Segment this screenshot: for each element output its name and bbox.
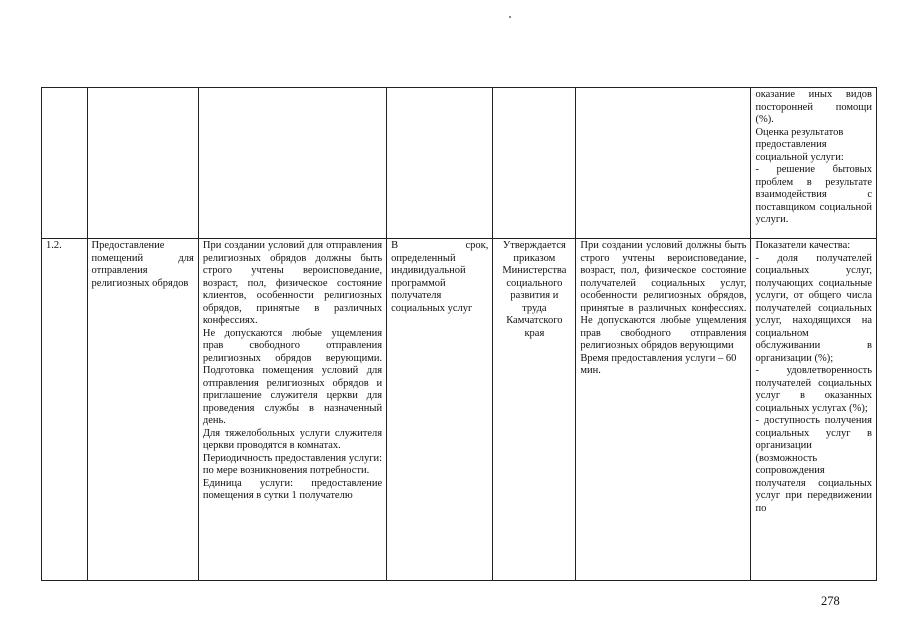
cell-row-number: 1.2. [42, 239, 88, 581]
cell-standard-empty [493, 88, 576, 239]
table-row-continuation [42, 88, 877, 239]
services-table [41, 87, 877, 581]
description-paragraph: Периодичность предоставления услуги: по мере возникновения потребности. [202, 452, 383, 476]
cell-name-empty [87, 88, 198, 239]
cell-service-name [87, 239, 198, 581]
cell-service-standard [493, 239, 576, 581]
description-paragraph: Единица услуги: предоставление помещения в сутки 1 получателю [202, 477, 383, 501]
cell-service-description [198, 239, 386, 581]
term-text: В срок, определенный индивидуальной программой получателя социальных услуг [391, 240, 489, 314]
scan-speck [509, 16, 511, 18]
indicator-text: оказание иных видов посторонней помощи (%). [755, 89, 872, 125]
indicator-text: - решение бытовых проблем в результате взаимодействия с поставщиком социальной услуги. [755, 164, 872, 225]
description-paragraph: При создании условий для отправления религиозных обрядов должны быть строго учтены вероисповедание, возраст, пол, физическое состояние клиентов, особенности религиозных обрядов, принятые в различных конфессиях. [202, 240, 383, 326]
cell-number-empty [42, 88, 88, 239]
cell-conditions-empty [576, 88, 751, 239]
page-number: 278 [821, 594, 840, 608]
indicator-text: - доступность получения социальных услуг в организации (возможность сопровождения получателя социальных услуг при передвижении по [755, 415, 872, 514]
conditions-paragraph: При создании условий должны быть строго учтены вероисповедание, возраст, пол, физическое состояние получателей социальных услуг, особенности религиозных обрядов, принятые в различных конфессиях. Не допускаются любые ущемления прав свободного отправления религиозных обрядов верующими [580, 240, 747, 351]
indicator-heading: Показатели качества: [755, 240, 851, 251]
indicator-text: Оценка результатов предоставления социальной услуги: [755, 126, 844, 163]
description-paragraph: Для тяжелобольных услуги служителя церкви проводятся в комнатах. [202, 427, 383, 451]
cell-quality-indicators [751, 239, 877, 581]
cell-description-empty [198, 88, 386, 239]
indicator-text: - удовлетворенность получателей социальных услуг в оказанных социальных услугах (%); [755, 365, 872, 414]
conditions-paragraph: Время предоставления услуги – 60 мин. [580, 352, 737, 376]
table-row-1-2 [42, 239, 877, 581]
cell-service-conditions [576, 239, 751, 581]
cell-service-term [387, 239, 493, 581]
description-paragraph: Не допускаются любые ущемления прав свободного отправления религиозных обрядов верующими. Подготовка помещения условий для отправления религиозных обрядов и приглашение служителя церкви для проведения службы в назначенный день. [202, 327, 383, 426]
cell-indicators-continuation [751, 88, 877, 239]
cell-term-empty [387, 88, 493, 239]
standard-text: Утверждается приказом Министерства социального развития и труда Камчатского края [502, 240, 567, 339]
service-name: Предоставление помещений для отправления религиозных обрядов [91, 240, 194, 289]
indicator-text: - доля получателей социальных услуг, получающих социальные услуги, от общего числа получателей социальных услуг, находящихся на социальном обслуживании в организации (%); [755, 252, 872, 364]
